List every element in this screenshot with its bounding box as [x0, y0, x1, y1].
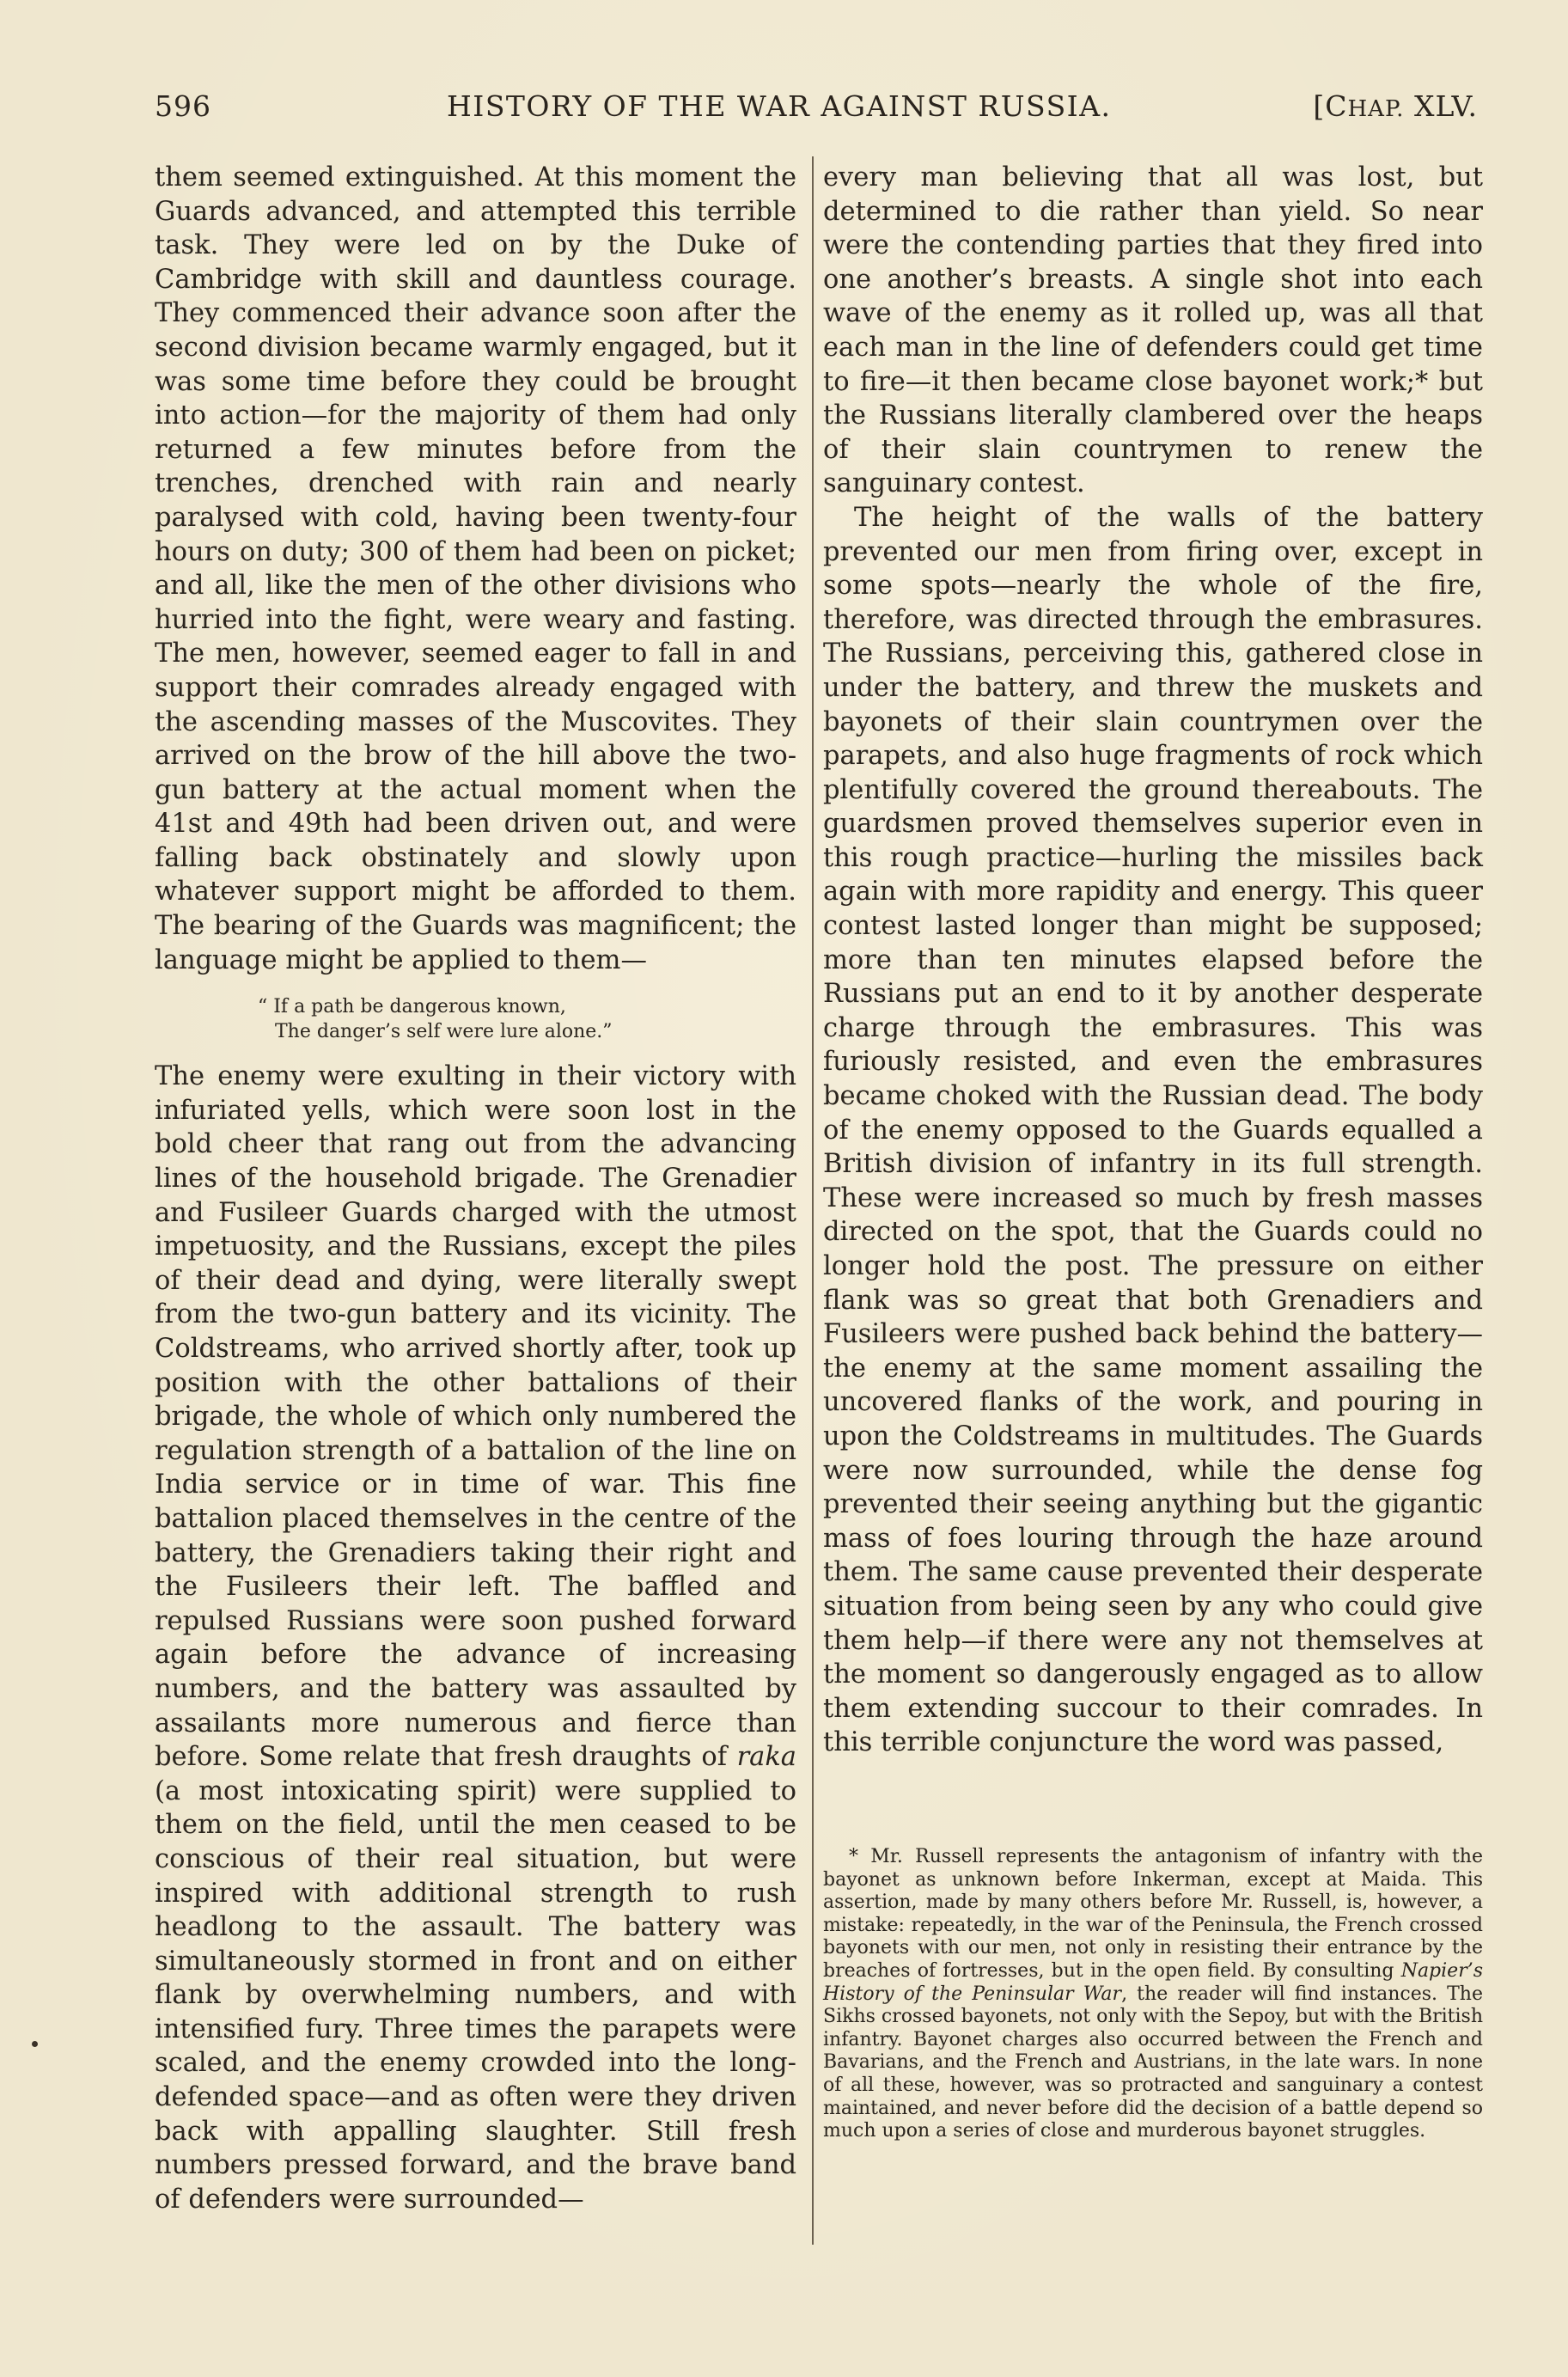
chapter-number: XLV. — [1413, 89, 1478, 123]
column-divider — [812, 156, 814, 2245]
verse-quote — [155, 994, 796, 1044]
chapter-prefix: [C — [1313, 89, 1348, 123]
ink-speck — [32, 2041, 38, 2047]
right-paragraph-1: every man believing that all was lost, but determined to die rather than yield. So near were the contending parties that they fired into one another’s breasts. A single shot into each wave of the enemy as it rolled up, was all that each man in the line of defenders could get time to fire—it then became close bayonet work;* but the Russians literally clambered over the heaps of their slain countrymen to renew the sanguinary contest. — [823, 162, 1483, 499]
footnote-text — [823, 1846, 1483, 2143]
left-paragraph-1: them seemed extinguished. At this moment the Guards advanced, and attempted this terrible task. They were led on by the Duke of Cambridge with skill and dauntless courage. They commenced their advance soon after the second division became warmly engaged, but it was some time before they could be brought into action—for the majority of them had only returned a few minutes before from the trenches, drenched with rain and nearly paralysed with cold, having been twenty-four hours on duty; 300 of them had been on picket; and all, like the men of the other divisions who hurried into the fight, were weary and fasting. The men, however, seemed eager to fall in and support their comrades already engaged with the ascending masses of the Muscovites. They arrived on the brow of the hill above the two-gun battery at the actual moment when the 41st and 49th had been driven out, and were falling back obstinately and slowly upon whatever support might be afforded to them. The bearing of the Guards was magnificent; the language might be applied to them— — [155, 162, 796, 975]
left-paragraph-2 — [155, 1060, 796, 2216]
chapter-label — [1313, 89, 1478, 123]
footnote-text-a: * Mr. Russell represents the antagonism of infantry with the bayonet as unknown before Inkerman, except at Maida. This assertion, made by many others before Mr. Russell, is, however, a mistake: repeatedly, in the war of the Peninsula, the French crossed bayonets with our men, not only in resisting their entrance by the breaches of fortresses, but in the open field. By consulting — [823, 1846, 1483, 1982]
right-paragraph-2: The height of the walls of the battery prevented our men from firing over, except in some spots—nearly the whole of the fire, therefore, was directed through the embrasures. The Russians, perceiving this, gathered close in under the battery, and threw the muskets and bayonets of their slain countrymen over the parapets, and also huge fragments of rock which plentifully covered the ground thereabouts. The guardsmen proved themselves superior even in this rough practice—hurling the missiles back again with more rapidity and energy. This queer contest lasted longer than might be supposed; more than ten minutes elapsed before the Russians put an end to it by another desperate charge through the embrasures. This was furiously resisted, and even the embrasures became choked with the Russian dead. The body of the enemy opposed to the Guards equalled a British division of infantry in its full strength. These were increased so much by fresh masses directed on the spot, that the Guards could no longer hold the post. The pressure on either flank was so great that both Grenadiers and Fusileers were pushed back behind the battery—the enemy at the same moment assailing the uncovered flanks of the work, and pouring in upon the Coldstreams in multitudes. The Guards were now surrounded, while the dense fog prevented their seeing anything but the gigantic mass of foes louring through the haze around them. The same cause prevented their desperate situation from being seen by any who could give them help—if there were any not themselves at the moment so dangerously engaged as to allow them extending succour to their comrades. In this terrible conjuncture the word was passed, — [823, 502, 1483, 1758]
left-paragraph-2-text-a: The enemy were exulting in their victory with infuriated yells, which were soon lost in the bold cheer that rang out from the advancing lines of the household brigade. The Grenadier and Fusileer Guards charged with the utmost impetuosity, and the Russians, except the piles of their dead and dying, were literally swept from the two-gun battery and its vicinity. The Coldstreams, who arrived shortly after, took up position with the other battalions of their brigade, the whole of which only numbered the regulation strength of a battalion of the line on India service or in time of war. This fine battalion placed themselves in the centre of the battery, the Grenadiers taking their right and the Fusileers their left. The baffled and repulsed Russians were soon pushed forward again before the advance of increasing numbers, and the battery was assaulted by assailants more numerous and fierce than before. Some relate that fresh draughts of — [155, 1061, 796, 1773]
footnote-text-b: , the reader will find instances. The Sikhs crossed bayonets, not only with the Sepoy, but with the British infantry. Bayonet charges also occurred between the French and Bavarians, and the French and Austrians, in the late wars. In none of all these, however, was so protracted and sanguinary a contest maintained, and never before did the decision of a battle depend so much upon a series of close and murderous bayonet struggles. — [823, 1983, 1483, 2142]
footnote — [823, 1846, 1483, 2143]
page-number: 596 — [155, 89, 211, 123]
right-column — [823, 161, 1483, 1760]
verse-line-1: “ If a path be dangerous known, — [258, 996, 566, 1018]
left-paragraph-2-text-b: (a most intoxicating spirit) were supplied to them on the field, until the men ceased to be conscious of their real situation, but were inspired with additional strength to rush headlong to the assault. The battery was simultaneously stormed in front and on either flank by overwhelming numbers, and with intensified fury. Three times the parapets were scaled, and the enemy crowded into the long-defended space—and as often were they driven back with appalling slaughter. Still fresh numbers pressed forward, and the brave band of defenders were surrounded— — [155, 1775, 796, 2215]
running-title: HISTORY OF THE WAR AGAINST RUSSIA. — [447, 89, 1112, 123]
chapter-smallcaps: HAP. — [1347, 96, 1405, 122]
footnote-book-title: Napier’s History of the Peninsular War — [823, 1959, 1483, 2005]
left-paragraph-2-italic: raka — [736, 1742, 796, 1773]
verse-line-2: The danger’s self were lure alone.” — [275, 1021, 613, 1043]
page-header — [155, 89, 1478, 132]
left-column — [155, 161, 796, 2216]
